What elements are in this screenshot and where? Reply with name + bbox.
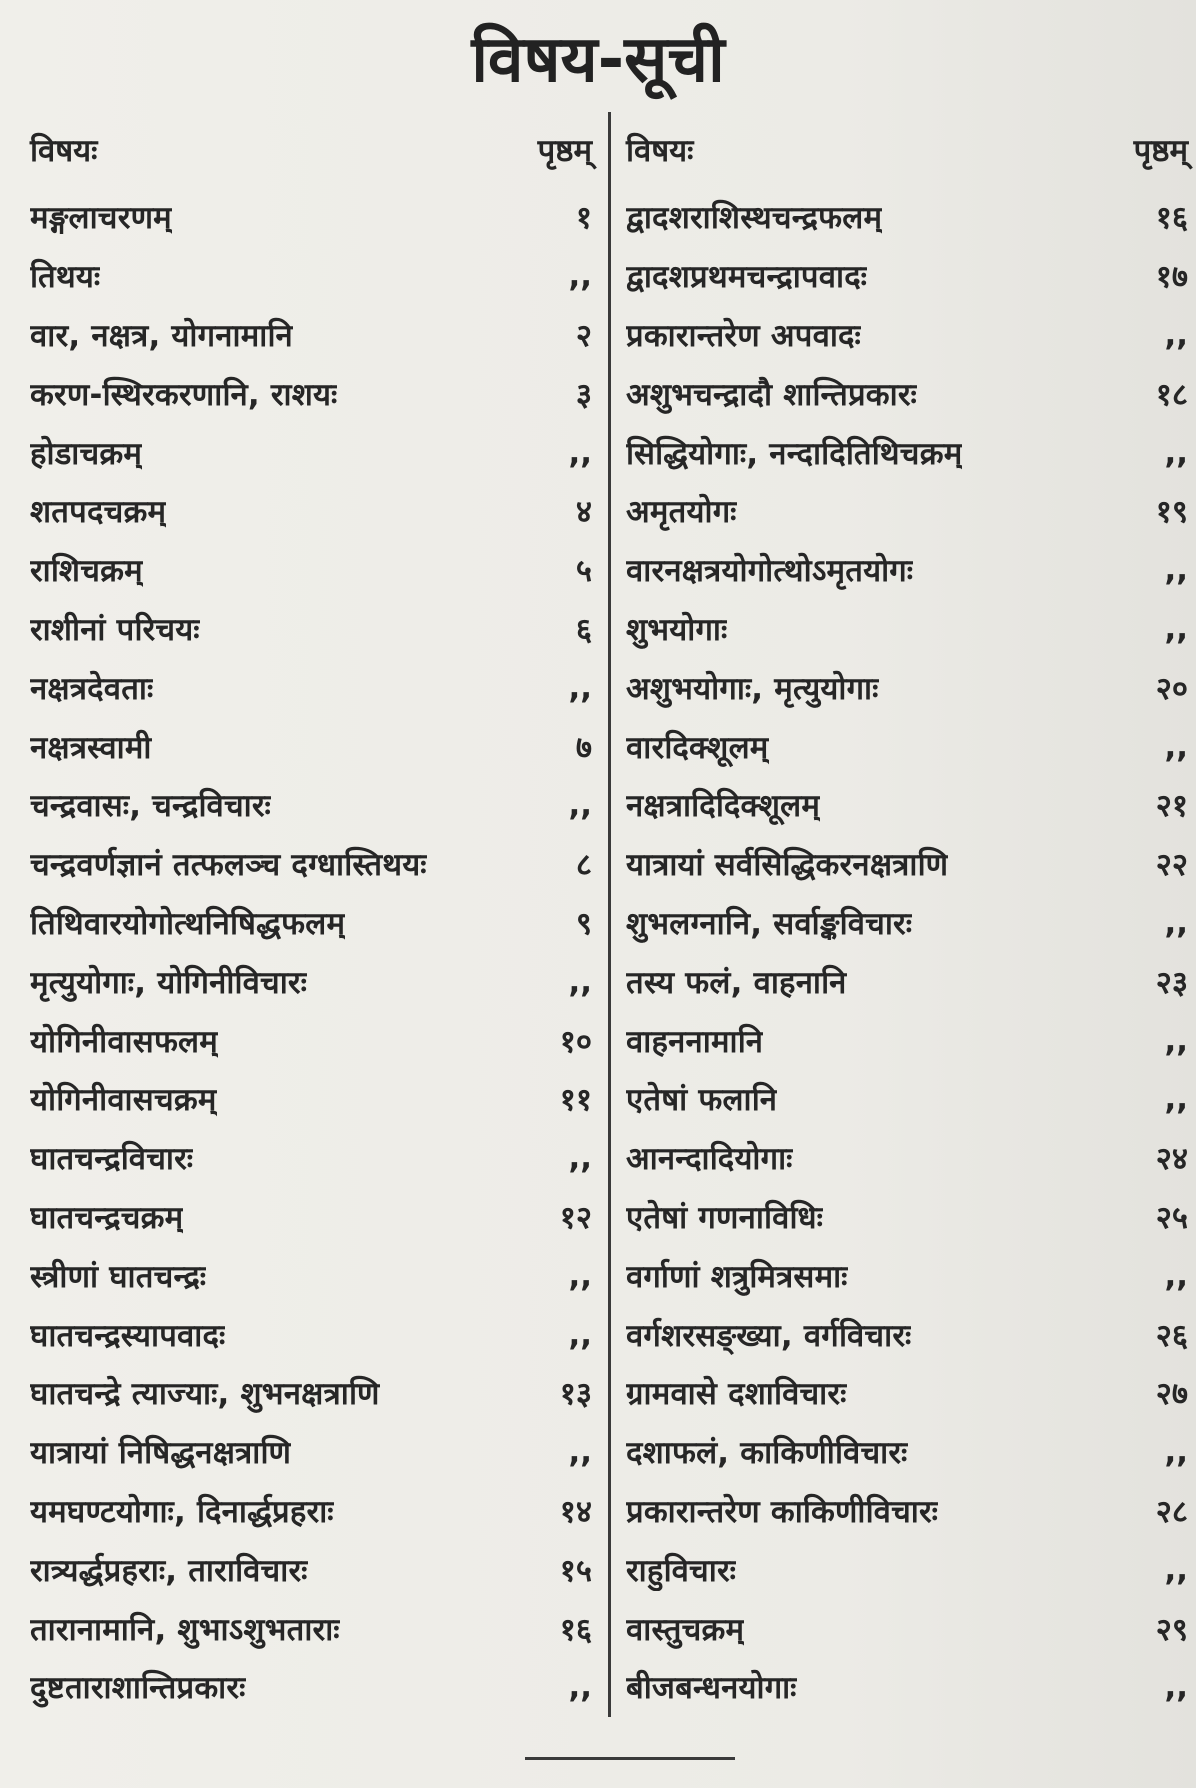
- entry-page-number: ५: [575, 553, 592, 590]
- entry-topic: तस्य फलं, वाहनानि: [626, 964, 847, 1001]
- entry-page-number: २८: [1155, 1493, 1188, 1530]
- entry-page-number: २९: [1155, 1611, 1188, 1648]
- contents-column-right: [626, 126, 1196, 1717]
- list-item: [30, 952, 600, 1011]
- entry-topic: वारदिक्शूलम्: [626, 729, 769, 766]
- entry-topic: घातचन्द्रस्यापवादः: [30, 1317, 226, 1354]
- entry-page-number: ,,: [1164, 1081, 1188, 1118]
- list-item: [30, 423, 600, 482]
- entry-topic: यात्रायां निषिद्धनक्षत्राणि: [30, 1435, 292, 1472]
- contents-list: [626, 188, 1196, 1717]
- entry-topic: दुष्टताराशान्तिप्रकारः: [30, 1670, 246, 1707]
- topic-heading: विषयः: [30, 133, 98, 169]
- entry-page-number: ९: [575, 905, 592, 942]
- entry-topic: अशुभचन्द्रादौ शान्तिप्रकारः: [626, 376, 917, 413]
- list-item: [626, 1482, 1196, 1541]
- list-item: [626, 1011, 1196, 1070]
- entry-page-number: १७: [1155, 259, 1188, 296]
- contents-list: [30, 188, 600, 1717]
- entry-topic: शतपदचक्रम्: [30, 494, 167, 531]
- entry-topic: वास्तुचक्रम्: [626, 1611, 745, 1648]
- list-item: [626, 541, 1196, 600]
- entry-topic: नक्षत्रस्वामी: [30, 729, 152, 766]
- entry-page-number: ८: [575, 847, 592, 884]
- list-item: [626, 423, 1196, 482]
- list-item: [626, 1364, 1196, 1423]
- entry-page-number: ,,: [568, 1140, 592, 1177]
- entry-topic: वारनक्षत्रयोगोत्थोऽमृतयोगः: [626, 553, 914, 590]
- entry-page-number: २६: [1155, 1317, 1188, 1354]
- entry-topic: मङ्गलाचरणम्: [30, 200, 172, 237]
- entry-page-number: ,,: [568, 1257, 592, 1294]
- entry-page-number: ,,: [1164, 1257, 1188, 1294]
- list-item: [626, 835, 1196, 894]
- entry-page-number: ,,: [1164, 552, 1188, 589]
- entry-topic: घातचन्द्रचक्रम्: [30, 1199, 184, 1236]
- list-item: [626, 894, 1196, 953]
- contents-column-left: [30, 126, 600, 1717]
- entry-page-number: ६: [575, 611, 592, 648]
- list-item: [626, 247, 1196, 306]
- topic-heading: विषयः: [626, 133, 694, 169]
- entry-page-number: ,,: [1164, 904, 1188, 941]
- entry-topic: एतेषां फलानि: [626, 1082, 778, 1119]
- entry-page-number: १६: [559, 1611, 592, 1648]
- entry-topic: अमृतयोगः: [626, 494, 737, 531]
- list-item: [30, 1364, 600, 1423]
- list-item: [626, 1305, 1196, 1364]
- list-item: [626, 1188, 1196, 1247]
- list-item: [30, 1423, 600, 1482]
- entry-page-number: ३: [575, 376, 592, 413]
- list-item: [30, 1305, 600, 1364]
- list-item: [30, 600, 600, 659]
- entry-page-number: ,,: [568, 1316, 592, 1353]
- entry-topic: बीजबन्धनयोगाः: [626, 1670, 797, 1707]
- entry-topic: शुभयोगाः: [626, 611, 728, 648]
- entry-page-number: २३: [1155, 964, 1188, 1001]
- entry-topic: यात्रायां सर्वसिद्धिकरनक्षत्राणि: [626, 847, 949, 884]
- list-item: [30, 482, 600, 541]
- entry-page-number: २२: [1155, 847, 1188, 884]
- entry-topic: मृत्युयोगाः, योगिनीविचारः: [30, 964, 308, 1001]
- column-header: [30, 126, 600, 174]
- entry-topic: होडाचक्रम्: [30, 435, 143, 472]
- list-item: [626, 1540, 1196, 1599]
- entry-topic: राशीनां परिचयः: [30, 611, 200, 648]
- list-item: [626, 1129, 1196, 1188]
- entry-page-number: २७: [1155, 1376, 1188, 1413]
- entry-page-number: ,,: [1164, 1551, 1188, 1588]
- list-item: [30, 1540, 600, 1599]
- entry-topic: वाहननामानि: [626, 1023, 764, 1060]
- list-item: [30, 894, 600, 953]
- entry-page-number: १३: [559, 1376, 592, 1413]
- entry-page-number: २: [575, 317, 592, 354]
- list-item: [626, 1246, 1196, 1305]
- list-item: [30, 247, 600, 306]
- list-item: [626, 717, 1196, 776]
- list-item: [626, 1070, 1196, 1129]
- list-item: [30, 776, 600, 835]
- entry-page-number: ,,: [568, 1434, 592, 1471]
- entry-topic: शुभलग्नानि, सर्वाङ्कविचारः: [626, 905, 913, 942]
- entry-topic: यमघण्टयोगाः, दिनार्द्धप्रहराः: [30, 1493, 334, 1530]
- entry-topic: राहुविचारः: [626, 1552, 737, 1589]
- entry-topic: द्वादशप्रथमचन्द्रापवादः: [626, 259, 868, 296]
- list-item: [626, 364, 1196, 423]
- entry-page-number: १: [575, 200, 592, 237]
- list-item: [626, 1423, 1196, 1482]
- entry-page-number: १८: [1155, 376, 1188, 413]
- list-item: [626, 1658, 1196, 1717]
- entry-topic: रात्र्यर्द्धप्रहराः, ताराविचारः: [30, 1552, 308, 1589]
- list-item: [626, 1599, 1196, 1658]
- entry-topic: घातचन्द्रे त्याज्याः, शुभनक्षत्राणि: [30, 1376, 380, 1413]
- entry-page-number: ,,: [568, 963, 592, 1000]
- entry-topic: आनन्दादियोगाः: [626, 1141, 793, 1178]
- entry-page-number: १५: [559, 1552, 592, 1589]
- entry-topic: प्रकारान्तरेण अपवादः: [626, 317, 861, 354]
- list-item: [30, 658, 600, 717]
- list-item: [30, 717, 600, 776]
- entry-topic: राशिचक्रम्: [30, 553, 143, 590]
- page-title: विषय-सूची: [471, 23, 725, 97]
- entry-topic: ग्रामवासे दशाविचारः: [626, 1376, 847, 1413]
- list-item: [626, 306, 1196, 365]
- list-item: [30, 188, 600, 247]
- entry-page-number: ,,: [1164, 610, 1188, 647]
- entry-topic: वार, नक्षत्र, योगनामानि: [30, 317, 293, 354]
- entry-page-number: ,,: [1164, 316, 1188, 353]
- entry-page-number: १९: [1155, 494, 1188, 531]
- entry-page-number: १६: [1155, 200, 1188, 237]
- entry-page-number: २५: [1155, 1199, 1188, 1236]
- entry-topic: नक्षत्रदेवताः: [30, 670, 154, 707]
- entry-topic: योगिनीवासफलम्: [30, 1023, 219, 1060]
- entry-topic: वर्गशरसङ्ख्या, वर्गविचारः: [626, 1317, 912, 1354]
- entry-topic: करण-स्थिरकरणानि, राशयः: [30, 376, 338, 413]
- list-item: [30, 1129, 600, 1188]
- list-item: [30, 541, 600, 600]
- entry-page-number: ,,: [1164, 1434, 1188, 1471]
- list-item: [30, 1246, 600, 1305]
- entry-page-number: ,,: [1164, 1022, 1188, 1059]
- entry-page-number: ,,: [568, 434, 592, 471]
- entry-page-number: ७: [575, 729, 592, 766]
- entry-page-number: ,,: [568, 258, 592, 295]
- entry-topic: अशुभयोगाः, मृत्युयोगाः: [626, 670, 879, 707]
- entry-page-number: २०: [1155, 670, 1188, 707]
- list-item: [626, 658, 1196, 717]
- entry-topic: एतेषां गणनाविधिः: [626, 1199, 824, 1236]
- entry-page-number: १४: [559, 1493, 592, 1530]
- entry-topic: द्वादशराशिस्थचन्द्रफलम्: [626, 200, 883, 237]
- page-heading: पृष्ठम्: [537, 133, 592, 169]
- entry-page-number: २१: [1155, 788, 1188, 825]
- entry-topic: योगिनीवासचक्रम्: [30, 1082, 217, 1119]
- list-item: [30, 1599, 600, 1658]
- entry-topic: स्त्रीणां घातचन्द्रः: [30, 1258, 207, 1295]
- entry-topic: सिद्धियोगाः, नन्दादितिथिचक्रम्: [626, 435, 963, 472]
- list-item: [30, 1658, 600, 1717]
- entry-page-number: २४: [1155, 1141, 1188, 1178]
- list-item: [30, 835, 600, 894]
- list-item: [30, 1188, 600, 1247]
- list-item: [30, 364, 600, 423]
- entry-page-number: १०: [559, 1023, 592, 1060]
- entry-page-number: १२: [559, 1199, 592, 1236]
- list-item: [30, 1070, 600, 1129]
- entry-topic: तारानामानि, शुभाऽशुभताराः: [30, 1611, 340, 1648]
- entry-topic: दशाफलं, काकिणीविचारः: [626, 1435, 908, 1472]
- column-divider: [608, 112, 611, 1717]
- entry-page-number: ,,: [568, 787, 592, 824]
- bottom-rule: [525, 1757, 735, 1760]
- list-item: [626, 188, 1196, 247]
- entry-page-number: ४: [575, 494, 592, 531]
- entry-topic: प्रकारान्तरेण काकिणीविचारः: [626, 1493, 939, 1530]
- page-heading: पृष्ठम्: [1133, 133, 1188, 169]
- entry-page-number: ११: [559, 1082, 592, 1119]
- list-item: [626, 482, 1196, 541]
- list-item: [30, 306, 600, 365]
- entry-topic: चन्द्रवासः, चन्द्रविचारः: [30, 788, 272, 825]
- column-header: [626, 126, 1196, 174]
- list-item: [626, 600, 1196, 659]
- list-item: [30, 1011, 600, 1070]
- entry-topic: वर्गाणां शत्रुमित्रसमाः: [626, 1258, 848, 1295]
- entry-topic: तिथयः: [30, 259, 101, 296]
- entry-page-number: ,,: [1164, 728, 1188, 765]
- entry-topic: चन्द्रवर्णज्ञानं तत्फलञ्च दग्धास्तिथयः: [30, 847, 427, 884]
- entry-page-number: ,,: [1164, 1669, 1188, 1706]
- entry-page-number: ,,: [568, 1669, 592, 1706]
- entry-page-number: ,,: [568, 669, 592, 706]
- entry-topic: तिथिवारयोगोत्थनिषिद्धफलम्: [30, 905, 346, 942]
- entry-page-number: ,,: [1164, 434, 1188, 471]
- entry-topic: नक्षत्रादिदिक्शूलम्: [626, 788, 821, 825]
- list-item: [626, 776, 1196, 835]
- list-item: [30, 1482, 600, 1541]
- entry-topic: घातचन्द्रविचारः: [30, 1141, 194, 1178]
- list-item: [626, 952, 1196, 1011]
